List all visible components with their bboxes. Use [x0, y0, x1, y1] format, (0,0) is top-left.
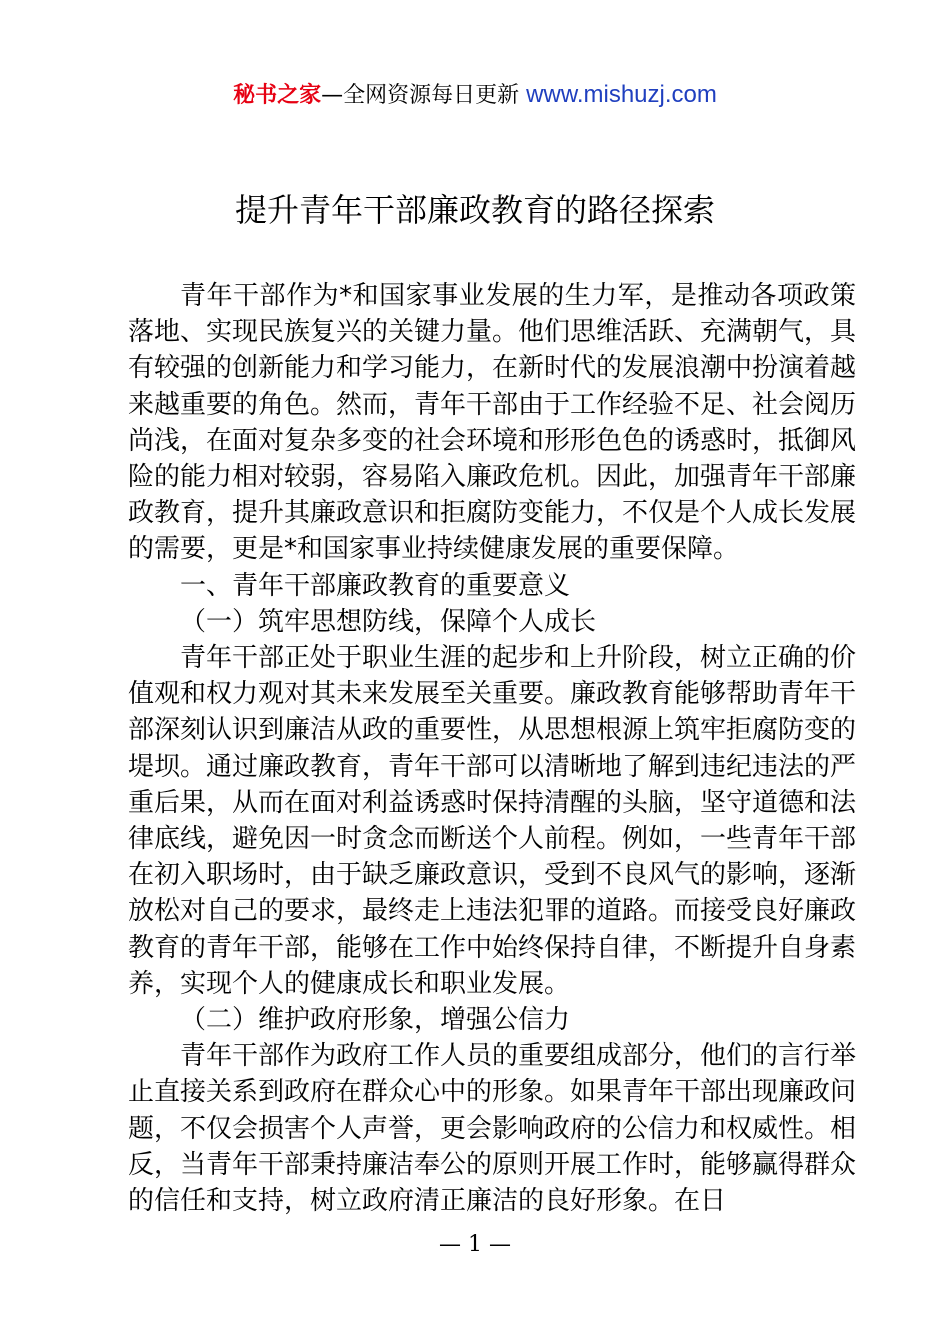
body-paragraph: 青年干部作为*和国家事业发展的生力军，是推动各项政策落地、实现民族复兴的关键力量。他们思维活跃、充满朝气，具有较强的创新能力和学习能力，在新时代的发展浪潮中扮演着越来越重要的角色。然而，青年干部由于工作经验不足、社会阅历尚浅，在面对复杂多变的社会环境和形形色色的诱惑时，抵御风险的能力相对较弱，容易陷入廉政危机。因此，加强青年干部廉政教育，提升其廉政意识和拒腐防变能力，不仅是个人成长发展的需要，更是*和国家事业持续健康发展的重要保障。: [128, 281, 857, 565]
site-brand: 秘书之家: [233, 83, 322, 108]
site-banner: [0, 78, 950, 113]
subsection-heading: （一）筑牢思想防线，保障个人成长: [180, 606, 597, 637]
body-paragraph: 青年干部作为政府工作人员的重要组成部分，他们的言行举止直接关系到政府在群众心中的形象。如果青年干部出现廉政问题，不仅会损害个人声誉，更会影响政府的公信力和权威性。相反，当青年干部秉持廉洁奉公的原则开展工作时，能够赢得群众的信任和支持，树立政府清正廉洁的良好形象。在日: [128, 1041, 857, 1217]
site-tagline: —全网资源每日更新: [321, 83, 520, 108]
body-paragraph: 青年干部正处于职业生涯的起步和上升阶段，树立正确的价值观和权力观对其未来发展至关重要。廉政教育能够帮助青年干部深刻认识到廉洁从政的重要性，从思想根源上筑牢拒腐防变的堤坝。通过廉政教育，青年干部可以清晰地了解到违纪违法的严重后果，从而在面对利益诱惑时保持清醒的头脑，坚守道德和法律底线，避免因一时贪念而断送个人前程。例如，一些青年干部在初入职场时，由于缺乏廉政意识，受到不良风气的影响，逐渐放松对自己的要求，最终走上违法犯罪的道路。而接受良好廉政教育的青年干部，能够在工作中始终保持自律，不断提升自身素养，实现个人的健康成长和职业发展。: [128, 643, 857, 999]
section-heading: 一、青年干部廉政教育的重要意义: [180, 570, 571, 601]
site-url-link[interactable]: www.mishuzj.com: [526, 81, 717, 108]
subsection-heading: （二）维护政府形象，增强公信力: [180, 1005, 571, 1036]
document-title: 提升青年干部廉政教育的路径探索: [234, 191, 715, 229]
document-body: [128, 278, 856, 1219]
page-number: — 1 —: [439, 1232, 511, 1257]
